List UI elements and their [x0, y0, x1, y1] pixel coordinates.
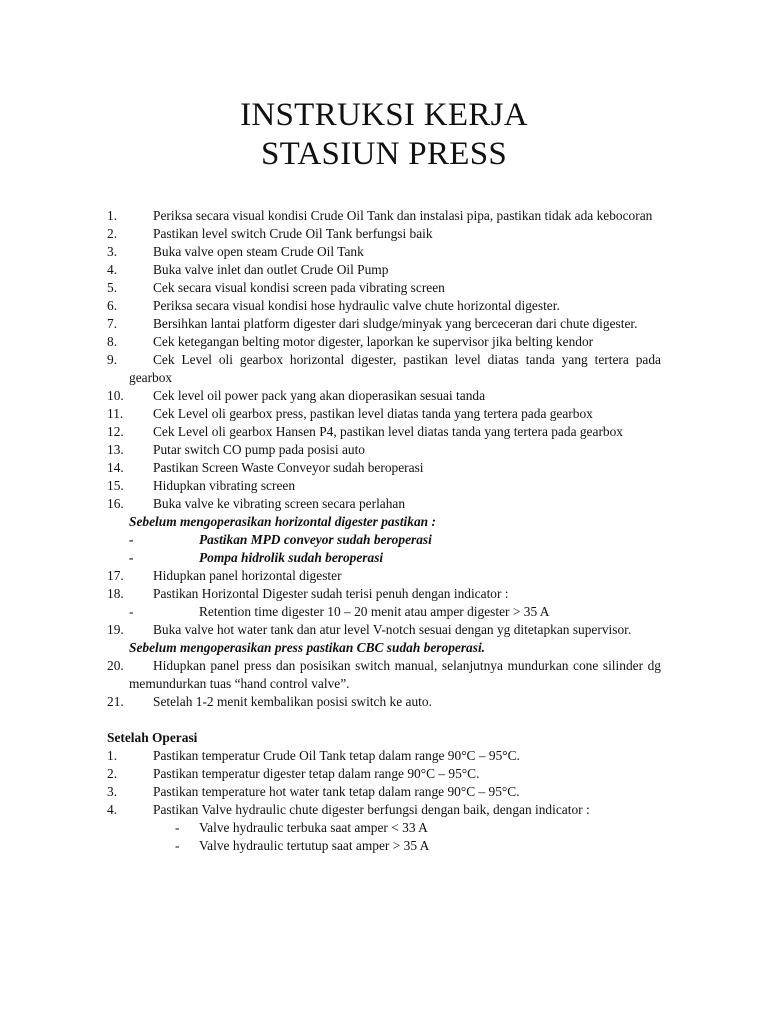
item-text: Setelah 1-2 menit kembalikan posisi switch ke auto.: [153, 694, 432, 709]
item-text: Pastikan level switch Crude Oil Tank berfungsi baik: [153, 226, 433, 241]
item-text: Pastikan Screen Waste Conveyor sudah beroperasi: [153, 460, 424, 475]
item-number: 14.: [107, 460, 124, 475]
list-item: [0, 621, 661, 639]
precondition-bullet: [0, 549, 669, 567]
list-item: [0, 405, 661, 423]
item-text: Periksa secara visual kondisi hose hydraulic valve chute horizontal digester.: [153, 298, 560, 313]
list-item: [0, 693, 661, 711]
bullet-dash: -: [129, 604, 134, 619]
item-number: 17.: [107, 568, 124, 583]
bullet-text: Valve hydraulic terbuka saat amper < 33 A: [199, 820, 428, 835]
item-text: Cek Level oli gearbox Hansen P4, pastikan level diatas tanda yang tertera pada gearbox: [153, 424, 623, 439]
item-number: 12.: [107, 424, 124, 439]
bullet-dash: -: [175, 820, 180, 835]
list-item: [0, 441, 661, 459]
item-number: 4.: [107, 802, 118, 817]
item-text: Buka valve hot water tank dan atur level V-notch sesuai dengan yg ditetapkan supervisor.: [153, 622, 632, 637]
bullet-text: Pompa hidrolik sudah beroperasi: [199, 550, 384, 565]
item-number: 7.: [107, 316, 118, 331]
list-item: [0, 225, 661, 243]
item-text: Pastikan temperatur Crude Oil Tank tetap dalam range 90°C – 95°C.: [153, 748, 520, 763]
list-item: [0, 765, 661, 783]
list-item: [0, 423, 661, 441]
item-number: 1.: [107, 748, 118, 763]
item-number: 2.: [107, 766, 118, 781]
list-item: [0, 783, 661, 801]
document-title-line-1: INSTRUKSI KERJA: [240, 97, 528, 133]
item-number: 4.: [107, 262, 118, 277]
item-number: 19.: [107, 622, 124, 637]
item-text: Hidupkan panel horizontal digester: [153, 568, 342, 583]
list-item: [0, 747, 661, 765]
valve-indicator-bullet: [0, 837, 669, 855]
item-number: 15.: [107, 478, 124, 493]
item-number: 20.: [107, 658, 124, 673]
item-text: Bersihkan lantai platform digester dari sludge/minyak yang berceceran dari chute digester.: [153, 316, 638, 331]
list-item: [0, 801, 661, 819]
bullet-dash: -: [175, 838, 180, 853]
instruction-list: [0, 207, 768, 855]
valve-indicator-bullet: [0, 819, 669, 837]
list-item: [0, 459, 661, 477]
section-spacer: [0, 711, 768, 729]
list-item: [0, 477, 661, 495]
bullet-dash: -: [129, 550, 134, 565]
digester-precondition-note: Sebelum mengoperasikan horizontal digester pastikan :: [129, 514, 436, 529]
item-number: 3.: [107, 244, 118, 259]
item-number: 21.: [107, 694, 124, 709]
item-number: 16.: [107, 496, 124, 511]
bullet-text: Retention time digester 10 – 20 menit atau amper digester > 35 A: [199, 604, 550, 619]
list-item: [0, 657, 661, 693]
list-item: [0, 333, 661, 351]
item-text: Buka valve open steam Crude Oil Tank: [153, 244, 364, 259]
item-number: 3.: [107, 784, 118, 799]
item-number: 1.: [107, 208, 118, 223]
bullet-dash: -: [129, 532, 134, 547]
item-text: Pastikan Valve hydraulic chute digester berfungsi dengan baik, dengan indicator :: [153, 802, 590, 817]
item-text: Pastikan Horizontal Digester sudah terisi penuh dengan indicator :: [153, 586, 509, 601]
item-text: Hidupkan panel press dan posisikan switch manual, selanjutnya mundurkan cone silinder dg memundurkan tuas “hand control valve”.: [129, 658, 661, 691]
bullet-text: Valve hydraulic tertutup saat amper > 35 A: [199, 838, 430, 853]
list-item: [0, 243, 661, 261]
item-text: Cek Level oli gearbox press, pastikan level diatas tanda yang tertera pada gearbox: [153, 406, 593, 421]
item-number: 2.: [107, 226, 118, 241]
item-text: Pastikan temperatur digester tetap dalam range 90°C – 95°C.: [153, 766, 480, 781]
list-item: [0, 387, 661, 405]
item-text: Cek ketegangan belting motor digester, laporkan ke supervisor jika belting kendor: [153, 334, 594, 349]
bullet-text: Pastikan MPD conveyor sudah beroperasi: [199, 532, 432, 547]
press-precondition-note: Sebelum mengoperasikan press pastikan CBC sudah beroperasi.: [129, 640, 486, 655]
list-item: [0, 279, 661, 297]
list-item: [0, 315, 661, 333]
item-number: 6.: [107, 298, 118, 313]
item-number: 18.: [107, 586, 124, 601]
list-item: [0, 567, 661, 585]
list-item: [0, 351, 661, 387]
item-number: 11.: [107, 406, 124, 421]
indicator-bullet: [0, 603, 669, 621]
item-text: Putar switch CO pump pada posisi auto: [153, 442, 366, 457]
list-item: [0, 207, 661, 225]
item-text: Hidupkan vibrating screen: [153, 478, 296, 493]
item-text: Pastikan temperature hot water tank tetap dalam range 90°C – 95°C.: [153, 784, 520, 799]
item-number: 13.: [107, 442, 124, 457]
item-number: 9.: [107, 352, 118, 367]
document-title-line-2: STASIUN PRESS: [260, 136, 508, 172]
item-text: Cek level oil power pack yang akan dioperasikan sesuai tanda: [153, 388, 486, 403]
item-number: 10.: [107, 388, 124, 403]
item-text: Buka valve inlet dan outlet Crude Oil Pump: [153, 262, 389, 277]
after-operation-heading: Setelah Operasi: [107, 730, 198, 745]
list-item: [0, 495, 661, 513]
item-text: Cek secara visual kondisi screen pada vibrating screen: [153, 280, 445, 295]
item-text: Periksa secara visual kondisi Crude Oil Tank dan instalasi pipa, pastikan tidak ada kebocoran: [153, 208, 653, 223]
list-item: [0, 585, 661, 603]
precondition-bullet: [0, 531, 669, 549]
item-text: Cek Level oli gearbox horizontal digester, pastikan level diatas tanda yang tertera pada gearbox: [129, 352, 661, 385]
list-item: [0, 297, 661, 315]
list-item: [0, 261, 661, 279]
item-number: 5.: [107, 280, 118, 295]
item-text: Buka valve ke vibrating screen secara perlahan: [153, 496, 406, 511]
item-number: 8.: [107, 334, 118, 349]
